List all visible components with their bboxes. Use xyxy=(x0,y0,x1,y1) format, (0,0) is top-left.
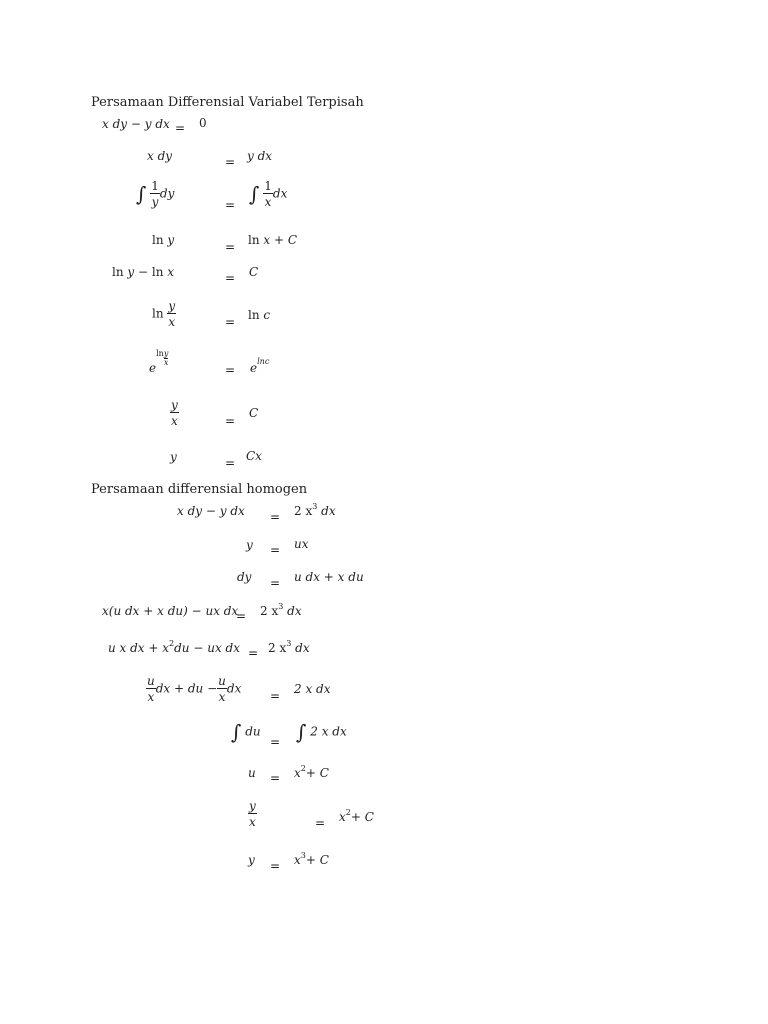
h1-equals: = xyxy=(270,510,281,524)
fraction: $\frac{y}{x}$ xyxy=(168,299,176,329)
h9-equals: = xyxy=(315,816,326,830)
h1-rhs: 2 $x^3$ dx xyxy=(294,502,336,518)
eq2-lhs: x dy xyxy=(147,149,173,163)
h3-lhs: dy xyxy=(237,570,252,584)
h1-lhs: x dy − y dx xyxy=(177,504,245,518)
fraction: $\frac{u}{x}$ xyxy=(218,674,226,704)
fraction: $\frac{1}{x}$ xyxy=(264,179,272,209)
eq2-rhs: y dx xyxy=(247,149,273,163)
h9-lhs xyxy=(248,800,257,828)
section2-title: Persamaan differensial homogen xyxy=(91,482,308,497)
h4-rhs: 2 $x^3$ dx xyxy=(260,602,302,618)
h8-rhs: $x^2+ C$ xyxy=(294,764,329,780)
eq3-equals: = xyxy=(225,198,236,212)
eq8-rhs: C xyxy=(249,406,259,420)
h3-equals: = xyxy=(270,576,281,590)
eq5-rhs: C xyxy=(249,265,259,279)
eq7-equals: = xyxy=(225,363,236,377)
eq2-equals: = xyxy=(225,155,236,169)
fraction: $\frac{y}{x}$ xyxy=(249,799,256,829)
h10-equals: = xyxy=(270,859,281,873)
eq7-rhs: elnc xyxy=(250,357,270,375)
eq3-lhs: ∫ $\frac{1}{y}$ dy xyxy=(136,179,175,209)
h9-rhs: $x^2+ C$ xyxy=(339,808,374,824)
eq7-lhs: $e^{ln}$ $\frac{y}{x}$ xyxy=(149,349,169,375)
eq6-rhs: ln c xyxy=(248,308,271,322)
eq9-equals: = xyxy=(225,456,236,470)
h2-lhs: y xyxy=(246,538,253,552)
eq9-lhs: y xyxy=(170,450,177,464)
integral-symbol: ∫ xyxy=(296,720,307,744)
eq1-equals: = xyxy=(175,121,186,135)
eq5-lhs: ln y − ln x xyxy=(112,265,175,279)
h10-lhs: y xyxy=(248,853,255,867)
eq6-equals: = xyxy=(225,315,236,329)
eq1-rhs: 0 xyxy=(199,116,207,130)
integral-symbol: ∫ xyxy=(136,182,147,206)
h7-lhs: ∫ du xyxy=(231,720,261,744)
h6-rhs: 2 x dx xyxy=(294,682,331,696)
eq8-lhs xyxy=(170,399,179,427)
fraction: $\frac{1}{y}$ xyxy=(151,179,159,209)
section1-title: Persamaan Differensial Variabel Terpisah xyxy=(91,95,364,110)
fraction: $\frac{y}{x}$ xyxy=(171,398,178,428)
eq1-lhs: x dy − y dx xyxy=(102,117,170,131)
h7-rhs: ∫ 2 x dx xyxy=(296,720,347,744)
h5-lhs: u x dx + $x^2du$ − ux dx xyxy=(108,639,240,655)
h4-equals: = xyxy=(236,609,247,623)
h2-rhs: ux xyxy=(294,537,309,551)
fraction: $\frac{u}{x}$ xyxy=(147,674,155,704)
h5-rhs: 2 $x^3$ dx xyxy=(268,639,310,655)
eq8-equals: = xyxy=(225,414,236,428)
eq5-equals: = xyxy=(225,271,236,285)
h8-lhs: u xyxy=(248,766,256,780)
h6-lhs: $\frac{u}{x}$ dx + du − $\frac{u}{x}$ dx xyxy=(147,674,242,704)
eq9-rhs: Cx xyxy=(246,449,262,463)
h2-equals: = xyxy=(270,543,281,557)
integral-symbol: ∫ xyxy=(231,720,242,744)
eq6-lhs: ln $\frac{y}{x}$ xyxy=(152,299,176,329)
eq4-equals: = xyxy=(225,240,236,254)
integral-symbol: ∫ xyxy=(249,182,260,206)
eq4-rhs: ln x + C xyxy=(248,233,298,247)
h5-equals: = xyxy=(248,646,259,660)
eq3-rhs: ∫ $\frac{1}{x}$ dx xyxy=(249,179,288,209)
h8-equals: = xyxy=(270,771,281,785)
h6-equals: = xyxy=(270,689,281,703)
eq4-lhs: ln y xyxy=(152,233,175,247)
h3-rhs: u dx + x du xyxy=(294,570,364,584)
h4-lhs: x(u dx + x du) − ux dx xyxy=(102,604,239,618)
h10-rhs: $x^3+ C$ xyxy=(294,851,329,867)
h7-equals: = xyxy=(270,735,281,749)
